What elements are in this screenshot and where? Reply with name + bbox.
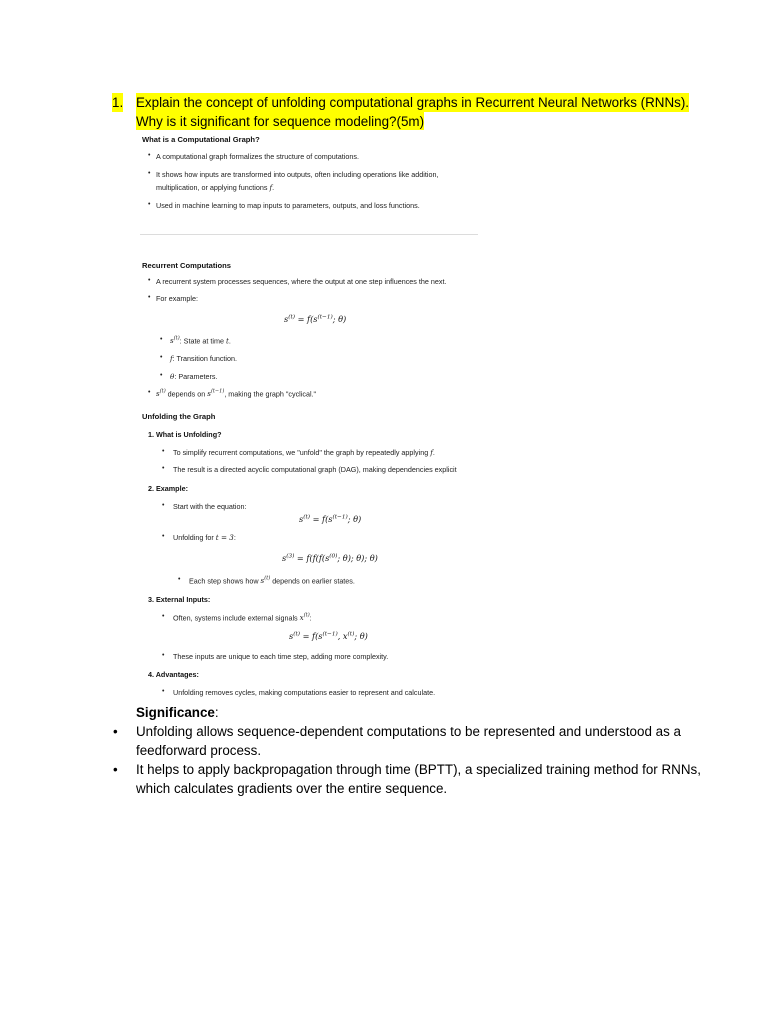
bullet-line: feedforward process. — [136, 742, 262, 758]
unfolding-heading: Unfolding the Graph — [142, 412, 216, 421]
item-label: External Inputs: — [156, 595, 211, 604]
computational-graph-heading: What is a Computational Graph? — [142, 135, 260, 144]
bullet-icon: • — [162, 465, 165, 472]
math-x-t: $x^{(t)}$ — [299, 613, 310, 623]
bullet-icon: • — [113, 724, 118, 739]
item-label: Example: — [156, 484, 188, 493]
bullet-text: To simplify recurrent computations, we "unfold" the graph by repeatedly applying — [173, 448, 429, 457]
math-t: t — [226, 336, 229, 346]
item-number: 1. — [148, 430, 154, 439]
bullet-unfold-apply: To simplify recurrent computations, we "unfold" the graph by repeatedly applying f. — [173, 448, 435, 457]
math-s-t: $s^{(t)}$ — [156, 389, 166, 399]
bullet-line: It helps to apply backpropagation through time (BPTT), a specialized training method for RNNs, — [136, 762, 701, 777]
recurrent-heading: Recurrent Computations — [142, 261, 232, 270]
math-theta: θ — [170, 372, 175, 381]
math-f: f — [430, 448, 433, 457]
bullet-icon: • — [162, 688, 165, 695]
item-what-unfolding — [148, 430, 221, 439]
bullet-icon: • — [160, 336, 163, 343]
math-t-equals-3: t = 3 — [215, 533, 234, 542]
sub-bullet-transition — [170, 354, 237, 363]
math-f: f — [170, 354, 173, 363]
equation-start: $s^{(t)} = f(s^{(t-1)}$; θ) — [299, 514, 362, 524]
question-line-1: Explain the concept of unfolding computational graphs in Recurrent Neural Networks (RNNs). — [136, 95, 690, 110]
bullet-icon: • — [162, 652, 165, 659]
bullet-icon: • — [148, 389, 151, 396]
bullet-text: Start with the equation: — [173, 502, 247, 511]
bullet-text: Often, systems include external signals — [173, 613, 298, 623]
bullet-external: Often, systems include external signals $x^{(t)}$: — [173, 613, 312, 623]
bullet-icon: • — [162, 502, 165, 509]
depends-tail: , making the graph "cyclical." — [224, 389, 317, 399]
depends-text: depends on — [167, 389, 206, 399]
math-s-t: $s^{(t)}$ — [170, 336, 180, 346]
bullet-text: Unfolding for — [173, 533, 214, 542]
item-advantages — [148, 670, 199, 679]
bullet-icon: • — [148, 152, 151, 159]
bullet-text-continued: multiplication, or applying functions f. — [156, 183, 275, 192]
bullet-icon: • — [162, 533, 165, 540]
sub-bullet-params — [170, 372, 217, 381]
bullet-icon: • — [178, 576, 181, 583]
bullet-text: A recurrent system processes sequences, where the output at one step influences the next. — [156, 277, 447, 286]
question-line-2: Why is it significant for sequence modeling?(5m) — [136, 114, 425, 129]
embedded-notes-image — [136, 130, 482, 702]
bullet-text: Unfolding removes cycles, making computations easier to represent and calculate. — [173, 688, 436, 697]
equation-recurrence: $s^{(t)} = f(s^{(t-1)}$; θ) — [284, 314, 347, 324]
bullet-text: The result is a directed acyclic computational graph (DAG), making dependencies explicit — [173, 465, 457, 474]
item-number: 2. — [148, 484, 154, 493]
bullet-text: Each step shows how — [189, 576, 259, 586]
bullet-line: Unfolding allows sequence-dependent computations to be represented and understood as a — [136, 724, 681, 739]
equation-unfolded: $s^{(3)} = f(f(f(s^{(0)}$; θ); θ); θ) — [282, 553, 378, 563]
bullet-icon: • — [162, 613, 165, 620]
bullet-text-part: multiplication, or applying functions — [156, 183, 268, 192]
bullet-line: which calculates gradients over the entire sequence. — [136, 780, 448, 796]
item-label: What is Unfolding? — [156, 430, 222, 439]
bullet-icon: • — [113, 762, 118, 777]
bullet-text: A computational graph formalizes the structure of computations. — [156, 152, 359, 161]
bullet-text: Used in machine learning to map inputs to parameters, outputs, and loss functions. — [156, 201, 420, 210]
question-number: 1. — [112, 95, 124, 110]
item-example — [148, 484, 188, 493]
bullet-text: For example: — [156, 294, 198, 303]
item-label: Advantages: — [155, 670, 199, 679]
sub-bullet-text: : Transition function. — [172, 354, 237, 363]
equation-external: $s^{(t)} = f(s^{(t-1)}$, $x^{(t)}$; θ) — [289, 631, 368, 641]
bullet-text: It shows how inputs are transformed into outputs, often including operations like addition, — [156, 170, 439, 179]
bullet-unfold-t3: Unfolding for t = 3: — [173, 533, 236, 542]
section-divider — [140, 234, 478, 235]
significance-colon: : — [214, 705, 219, 720]
math-f: f — [269, 183, 273, 192]
math-s-t-1: $s^{(t-1)}$ — [207, 389, 225, 399]
bullet-icon: • — [148, 294, 151, 301]
math-s-t: $s^{(t)}$ — [260, 576, 271, 586]
bullet-text: These inputs are unique to each time step, adding more complexity. — [173, 652, 389, 661]
bullet-icon: • — [148, 170, 151, 177]
bullet-each-step — [189, 576, 355, 585]
sub-bullet-state: $s^{(t)}$: State at time t. — [170, 336, 231, 346]
item-number: 4. — [148, 670, 154, 679]
item-external-inputs — [148, 595, 210, 604]
sub-bullet-text: : State at time — [179, 336, 224, 346]
significance-label: Significance — [136, 705, 215, 720]
bullet-icon: • — [148, 201, 151, 208]
bullet-depends — [156, 389, 316, 398]
bullet-icon: • — [160, 372, 163, 379]
sub-bullet-text: : Parameters. — [174, 372, 218, 381]
bullet-icon: • — [162, 448, 165, 455]
bullet-icon: • — [148, 277, 151, 284]
significance-heading — [136, 705, 219, 720]
item-number: 3. — [148, 595, 154, 604]
bullet-icon: • — [160, 354, 163, 361]
bullet-text-tail: depends on earlier states. — [272, 576, 355, 586]
